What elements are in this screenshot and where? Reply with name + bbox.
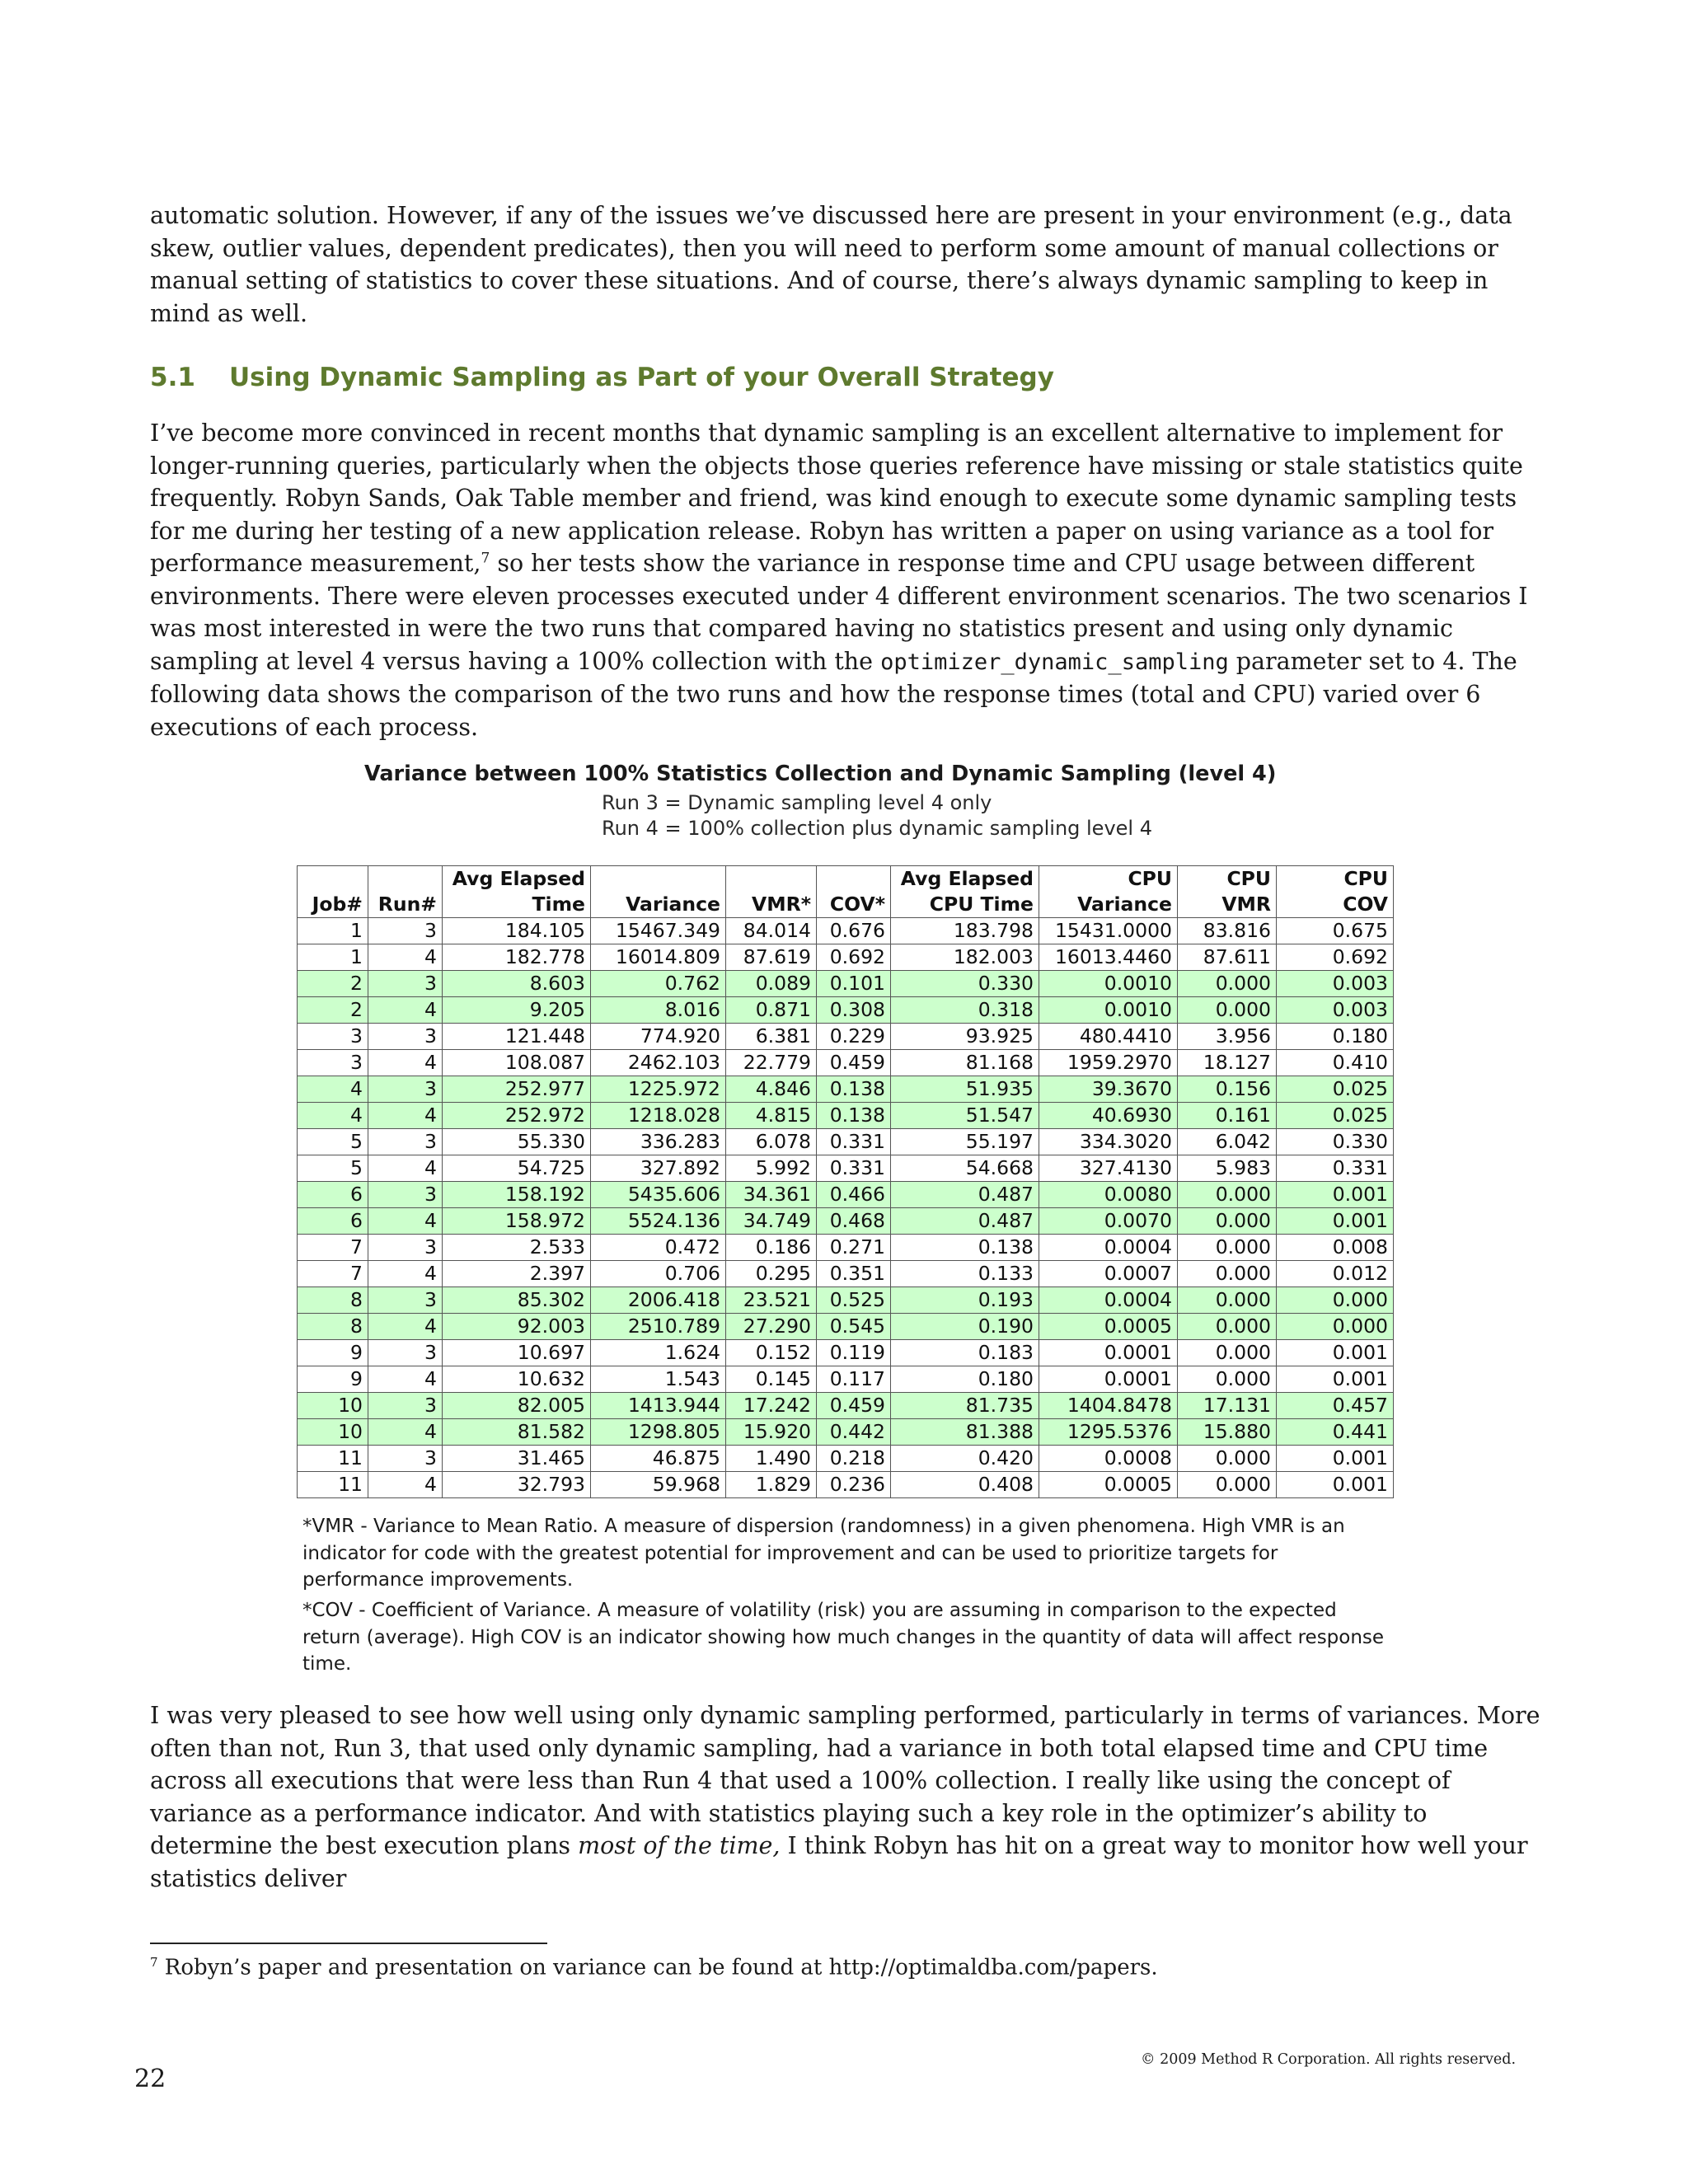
table-cell: 3 bbox=[368, 971, 443, 997]
table-cell: 327.892 bbox=[591, 1155, 726, 1182]
table-cell: 3 bbox=[298, 1050, 368, 1076]
table-row bbox=[298, 1287, 1394, 1314]
table-row bbox=[298, 1208, 1394, 1235]
paragraph-intro-text: automatic solution. However, if any of the issues we’ve discussed here are present in your environment (e.g., data skew, outlier values, dependent predicates), then you will need to perform some amount of manual collections or manual setting of statistics to cover these situations. And of course, there’s always dynamic sampling to keep in mind as well. bbox=[150, 202, 1512, 327]
table-body bbox=[298, 918, 1394, 1498]
table-cell: 2510.789 bbox=[591, 1314, 726, 1340]
table-cell: 0.000 bbox=[1178, 1314, 1277, 1340]
table-cell: 3 bbox=[368, 1076, 443, 1103]
table-cell: 83.816 bbox=[1178, 918, 1277, 944]
table-cell: 0.466 bbox=[817, 1182, 891, 1208]
table-cell: 39.3670 bbox=[1039, 1076, 1178, 1103]
table-cell: 1218.028 bbox=[591, 1103, 726, 1129]
table-cell: 85.302 bbox=[443, 1287, 591, 1314]
table-cell: 92.003 bbox=[443, 1314, 591, 1340]
table-cell: 0.331 bbox=[817, 1129, 891, 1155]
table-cell: 0.330 bbox=[891, 971, 1039, 997]
table-cell: 93.925 bbox=[891, 1024, 1039, 1050]
table-cell: 0.871 bbox=[726, 997, 817, 1024]
table-cell: 0.459 bbox=[817, 1393, 891, 1419]
table-cell: 0.0005 bbox=[1039, 1314, 1178, 1340]
table-cell: 4 bbox=[368, 997, 443, 1024]
table-cell: 0.000 bbox=[1277, 1287, 1394, 1314]
header-bottom-cell: VMR* bbox=[726, 892, 817, 918]
table-cell: 3 bbox=[368, 1182, 443, 1208]
table-cell: 0.762 bbox=[591, 971, 726, 997]
table-cell: 54.725 bbox=[443, 1155, 591, 1182]
table-cell: 3 bbox=[368, 1340, 443, 1366]
table-cell: 10.632 bbox=[443, 1366, 591, 1393]
table-cell: 16014.809 bbox=[591, 944, 726, 971]
table-cell: 0.229 bbox=[817, 1024, 891, 1050]
header-top-cell: CPU bbox=[1277, 866, 1394, 893]
table-cell: 15431.0000 bbox=[1039, 918, 1178, 944]
table-row bbox=[298, 1155, 1394, 1182]
para3-emphasis: most of the time, bbox=[578, 1832, 781, 1859]
table-cell: 0.000 bbox=[1178, 1472, 1277, 1498]
table-cell: 0.308 bbox=[817, 997, 891, 1024]
header-bottom-cell: Run# bbox=[368, 892, 443, 918]
header-bottom-cell: VMR bbox=[1178, 892, 1277, 918]
table-row bbox=[298, 1024, 1394, 1050]
table-cell: 4 bbox=[368, 1155, 443, 1182]
table-cell: 11 bbox=[298, 1472, 368, 1498]
table-cell: 81.735 bbox=[891, 1393, 1039, 1419]
table-cell: 4 bbox=[368, 1472, 443, 1498]
table-cell: 8 bbox=[298, 1314, 368, 1340]
table-cell: 0.180 bbox=[1277, 1024, 1394, 1050]
table-cell: 0.001 bbox=[1277, 1366, 1394, 1393]
table-cell: 0.545 bbox=[817, 1314, 891, 1340]
table-cell: 23.521 bbox=[726, 1287, 817, 1314]
table-cell: 0.295 bbox=[726, 1261, 817, 1287]
footnote bbox=[150, 1955, 1158, 1980]
table-cell: 0.001 bbox=[1277, 1208, 1394, 1235]
header-top-cell: CPU bbox=[1039, 866, 1178, 893]
table-cell: 182.778 bbox=[443, 944, 591, 971]
table-cell: 59.968 bbox=[591, 1472, 726, 1498]
note-cov-text: *COV - Coefficient of Variance. A measure of volatility (risk) you are assuming in comparison to the expected return (average). High COV is an indicator showing how much changes in the quantity of data will affect response time. bbox=[302, 1600, 1385, 1675]
table-cell: 0.487 bbox=[891, 1208, 1039, 1235]
table-cell: 0.180 bbox=[891, 1366, 1039, 1393]
header-bottom-cell: COV bbox=[1277, 892, 1394, 918]
table-cell: 0.001 bbox=[1277, 1182, 1394, 1208]
copyright-notice: © 2009 Method R Corporation. All rights reserved. bbox=[1141, 2051, 1517, 2068]
table-cell: 0.0001 bbox=[1039, 1340, 1178, 1366]
table-cell: 0.003 bbox=[1277, 971, 1394, 997]
table-row bbox=[298, 1419, 1394, 1446]
table-cell: 1298.805 bbox=[591, 1419, 726, 1446]
table-cell: 10 bbox=[298, 1419, 368, 1446]
table-cell: 2006.418 bbox=[591, 1287, 726, 1314]
note-vmr-text: *VMR - Variance to Mean Ratio. A measure of dispersion (randomness) in a given phenomena. High VMR is an indicator for code with the greatest potential for improvement and can be used to prioritize targets for performance improvements. bbox=[302, 1516, 1345, 1591]
table-cell: 0.318 bbox=[891, 997, 1039, 1024]
table-cell: 9.205 bbox=[443, 997, 591, 1024]
table-cell: 0.183 bbox=[891, 1340, 1039, 1366]
table-cell: 0.193 bbox=[891, 1287, 1039, 1314]
table-cell: 82.005 bbox=[443, 1393, 591, 1419]
table-cell: 0.119 bbox=[817, 1340, 891, 1366]
table-cell: 0.000 bbox=[1178, 1446, 1277, 1472]
table-cell: 1295.5376 bbox=[1039, 1419, 1178, 1446]
table-cell: 158.192 bbox=[443, 1182, 591, 1208]
table-row bbox=[298, 1129, 1394, 1155]
table-cell: 55.330 bbox=[443, 1129, 591, 1155]
table-cell: 0.138 bbox=[891, 1235, 1039, 1261]
header-top-cell bbox=[591, 866, 726, 893]
table-cell: 0.000 bbox=[1178, 971, 1277, 997]
table-row bbox=[298, 1103, 1394, 1129]
table-cell: 54.668 bbox=[891, 1155, 1039, 1182]
table-cell: 0.001 bbox=[1277, 1446, 1394, 1472]
section-heading bbox=[150, 363, 1054, 392]
para2-part-c: parameter set to 4. The following data shows the comparison of the two runs and how the response times (total and CPU) varied over 6 executions of each process. bbox=[150, 647, 1517, 741]
header-top-cell: Avg Elapsed bbox=[443, 866, 591, 893]
table-cell: 0.001 bbox=[1277, 1340, 1394, 1366]
table-cell: 0.472 bbox=[591, 1235, 726, 1261]
table-cell: 0.000 bbox=[1178, 1208, 1277, 1235]
table-cell: 34.361 bbox=[726, 1182, 817, 1208]
table-cell: 0.008 bbox=[1277, 1235, 1394, 1261]
table-cell: 0.101 bbox=[817, 971, 891, 997]
table-cell: 9 bbox=[298, 1366, 368, 1393]
table-cell: 0.236 bbox=[817, 1472, 891, 1498]
table-cell: 1 bbox=[298, 944, 368, 971]
table-row bbox=[298, 1235, 1394, 1261]
table-cell: 1404.8478 bbox=[1039, 1393, 1178, 1419]
paragraph-conclusion-text bbox=[150, 1699, 1543, 1895]
table-cell: 4 bbox=[368, 1208, 443, 1235]
header-bottom-cell: Variance bbox=[591, 892, 726, 918]
table-cell: 0.000 bbox=[1178, 1182, 1277, 1208]
variance-table bbox=[297, 865, 1394, 1498]
header-top-cell: Avg Elapsed bbox=[891, 866, 1039, 893]
table-cell: 0.000 bbox=[1178, 1287, 1277, 1314]
table-cell: 0.692 bbox=[1277, 944, 1394, 971]
table-cell: 1.829 bbox=[726, 1472, 817, 1498]
table-cell: 0.0008 bbox=[1039, 1446, 1178, 1472]
table-cell: 3 bbox=[368, 1024, 443, 1050]
table-cell: 0.0004 bbox=[1039, 1235, 1178, 1261]
table-cell: 0.089 bbox=[726, 971, 817, 997]
table-cell: 0.190 bbox=[891, 1314, 1039, 1340]
table-cell: 9 bbox=[298, 1340, 368, 1366]
paragraph-intro bbox=[150, 199, 1543, 330]
table-cell: 0.692 bbox=[817, 944, 891, 971]
table-cell: 5 bbox=[298, 1129, 368, 1155]
table-cell: 0.117 bbox=[817, 1366, 891, 1393]
table-cell: 0.0001 bbox=[1039, 1366, 1178, 1393]
table-cell: 2 bbox=[298, 997, 368, 1024]
table-cell: 1225.972 bbox=[591, 1076, 726, 1103]
table-cell: 4 bbox=[368, 944, 443, 971]
table-cell: 5.983 bbox=[1178, 1155, 1277, 1182]
table-cell: 81.582 bbox=[443, 1419, 591, 1446]
table-cell: 5.992 bbox=[726, 1155, 817, 1182]
table-cell: 182.003 bbox=[891, 944, 1039, 971]
table-cell: 4 bbox=[298, 1103, 368, 1129]
table-cell: 0.0080 bbox=[1039, 1182, 1178, 1208]
table-cell: 3 bbox=[298, 1024, 368, 1050]
header-bottom-cell: Job# bbox=[298, 892, 368, 918]
table-cell: 0.145 bbox=[726, 1366, 817, 1393]
table-cell: 0.331 bbox=[817, 1155, 891, 1182]
table-cell: 2462.103 bbox=[591, 1050, 726, 1076]
header-bottom-cell: COV* bbox=[817, 892, 891, 918]
table-cell: 15467.349 bbox=[591, 918, 726, 944]
table-cell: 0.706 bbox=[591, 1261, 726, 1287]
table-cell: 2.533 bbox=[443, 1235, 591, 1261]
table-cell: 0.0070 bbox=[1039, 1208, 1178, 1235]
figure-subtitle-run4: Run 4 = 100% collection plus dynamic sampling level 4 bbox=[602, 817, 1152, 840]
table-cell: 1.490 bbox=[726, 1446, 817, 1472]
table-row bbox=[298, 1076, 1394, 1103]
table-cell: 10 bbox=[298, 1393, 368, 1419]
paragraph-dynamic-sampling-text bbox=[150, 417, 1543, 743]
table-cell: 6.042 bbox=[1178, 1129, 1277, 1155]
table-cell: 1.543 bbox=[591, 1366, 726, 1393]
para3-part-a: I was very pleased to see how well using only dynamic sampling performed, particularly in terms of variances. More often than not, Run 3, that used only dynamic sampling, had a variance in both total elapsed time and CPU time across all executions that were less than Run 4 that used a 100% collection. I really like using the concept of variance as a performance indicator. And with statistics playing such a key role in the optimizer’s ability to determine the best execution plans bbox=[150, 1702, 1540, 1859]
table-cell: 774.920 bbox=[591, 1024, 726, 1050]
table-cell: 8.016 bbox=[591, 997, 726, 1024]
table-cell: 1413.944 bbox=[591, 1393, 726, 1419]
table-cell: 17.131 bbox=[1178, 1393, 1277, 1419]
table-cell: 0.003 bbox=[1277, 997, 1394, 1024]
table-cell: 252.977 bbox=[443, 1076, 591, 1103]
footnote-divider bbox=[150, 1943, 547, 1944]
table-cell: 0.525 bbox=[817, 1287, 891, 1314]
table-cell: 334.3020 bbox=[1039, 1129, 1178, 1155]
table-cell: 0.138 bbox=[817, 1103, 891, 1129]
table-cell: 0.186 bbox=[726, 1235, 817, 1261]
table-cell: 27.290 bbox=[726, 1314, 817, 1340]
paragraph-conclusion bbox=[150, 1699, 1543, 1895]
table-cell: 0.156 bbox=[1178, 1076, 1277, 1103]
table-row bbox=[298, 1314, 1394, 1340]
table-cell: 81.168 bbox=[891, 1050, 1039, 1076]
table-cell: 17.242 bbox=[726, 1393, 817, 1419]
table-header-row-top bbox=[298, 866, 1394, 893]
table-cell: 0.000 bbox=[1178, 1261, 1277, 1287]
table-cell: 0.161 bbox=[1178, 1103, 1277, 1129]
table-cell: 0.442 bbox=[817, 1419, 891, 1446]
para3-part-b: I think Robyn has hit on a great way to monitor how well your statistics deliver bbox=[150, 1832, 1528, 1892]
para2-part-b: so her tests show the variance in response time and CPU usage between different environments. There were eleven processes executed under 4 different environment scenarios. The two scenarios I was most interested in were the two runs that compared having no statistics present and using only dynamic sampling at level 4 versus having a 100% collection with the bbox=[150, 550, 1528, 675]
table-row bbox=[298, 1393, 1394, 1419]
table-cell: 0.0010 bbox=[1039, 997, 1178, 1024]
table-cell: 84.014 bbox=[726, 918, 817, 944]
table-cell: 10.697 bbox=[443, 1340, 591, 1366]
table-cell: 0.468 bbox=[817, 1208, 891, 1235]
table-cell: 183.798 bbox=[891, 918, 1039, 944]
table-cell: 11 bbox=[298, 1446, 368, 1472]
table-cell: 0.271 bbox=[817, 1235, 891, 1261]
table-cell: 0.000 bbox=[1277, 1314, 1394, 1340]
table-cell: 16013.4460 bbox=[1039, 944, 1178, 971]
table-row bbox=[298, 971, 1394, 997]
paragraph-dynamic-sampling bbox=[150, 417, 1543, 743]
table-cell: 51.547 bbox=[891, 1103, 1039, 1129]
page-number: 22 bbox=[134, 2064, 166, 2093]
header-bottom-cell: Variance bbox=[1039, 892, 1178, 918]
table-cell: 0.000 bbox=[1178, 1366, 1277, 1393]
inline-code-parameter: optimizer_dynamic_sampling bbox=[880, 649, 1229, 675]
table-cell: 480.4410 bbox=[1039, 1024, 1178, 1050]
table-cell: 8 bbox=[298, 1287, 368, 1314]
table-cell: 51.935 bbox=[891, 1076, 1039, 1103]
table-cell: 1959.2970 bbox=[1039, 1050, 1178, 1076]
table-cell: 4 bbox=[368, 1261, 443, 1287]
header-top-cell bbox=[817, 866, 891, 893]
header-top-cell: CPU bbox=[1178, 866, 1277, 893]
table-cell: 87.611 bbox=[1178, 944, 1277, 971]
table-cell: 1.624 bbox=[591, 1340, 726, 1366]
table-cell: 22.779 bbox=[726, 1050, 817, 1076]
table-row bbox=[298, 944, 1394, 971]
table-row bbox=[298, 1340, 1394, 1366]
table-cell: 46.875 bbox=[591, 1446, 726, 1472]
table-cell: 158.972 bbox=[443, 1208, 591, 1235]
table-cell: 34.749 bbox=[726, 1208, 817, 1235]
figure-title: Variance between 100% Statistics Collection and Dynamic Sampling (level 4) bbox=[364, 762, 1277, 786]
table-cell: 81.388 bbox=[891, 1419, 1039, 1446]
table-cell: 1 bbox=[298, 918, 368, 944]
table-cell: 121.448 bbox=[443, 1024, 591, 1050]
table-cell: 0.000 bbox=[1178, 997, 1277, 1024]
table-cell: 40.6930 bbox=[1039, 1103, 1178, 1129]
footnote-reference: 7 bbox=[481, 550, 490, 567]
table-cell: 5 bbox=[298, 1155, 368, 1182]
table-cell: 3 bbox=[368, 1393, 443, 1419]
table-cell: 0.000 bbox=[1178, 1340, 1277, 1366]
section-number: 5.1 bbox=[150, 363, 195, 392]
table-cell: 0.001 bbox=[1277, 1472, 1394, 1498]
figure-subtitle-run3: Run 3 = Dynamic sampling level 4 only bbox=[602, 791, 992, 814]
table-cell: 108.087 bbox=[443, 1050, 591, 1076]
table-cell: 0.441 bbox=[1277, 1419, 1394, 1446]
table-cell: 0.0010 bbox=[1039, 971, 1178, 997]
table-cell: 0.025 bbox=[1277, 1076, 1394, 1103]
table-cell: 87.619 bbox=[726, 944, 817, 971]
table-cell: 2 bbox=[298, 971, 368, 997]
table-cell: 8.603 bbox=[443, 971, 591, 997]
table-cell: 0.218 bbox=[817, 1446, 891, 1472]
table-cell: 0.000 bbox=[1178, 1235, 1277, 1261]
table-cell: 0.0005 bbox=[1039, 1472, 1178, 1498]
table-cell: 0.410 bbox=[1277, 1050, 1394, 1076]
table-cell: 4.846 bbox=[726, 1076, 817, 1103]
table-cell: 0.408 bbox=[891, 1472, 1039, 1498]
para2-part-a: I’ve become more convinced in recent months that dynamic sampling is an excellent alternative to implement for longer-running queries, particularly when the objects those queries reference have missing or stale statistics quite frequently. Robyn Sands, Oak Table member and friend, was kind enough to execute some dynamic sampling tests for me during her testing of a new application release. Robyn has written a paper on using variance as a tool for performance measurement, bbox=[150, 419, 1523, 577]
table-cell: 32.793 bbox=[443, 1472, 591, 1498]
table-row bbox=[298, 1261, 1394, 1287]
note-vmr bbox=[302, 1513, 1390, 1594]
table-cell: 0.138 bbox=[817, 1076, 891, 1103]
table-cell: 0.025 bbox=[1277, 1103, 1394, 1129]
table-cell: 4 bbox=[368, 1366, 443, 1393]
header-top-cell bbox=[298, 866, 368, 893]
table-row bbox=[298, 1472, 1394, 1498]
table-cell: 55.197 bbox=[891, 1129, 1039, 1155]
table-cell: 0.331 bbox=[1277, 1155, 1394, 1182]
header-bottom-cell: Time bbox=[443, 892, 591, 918]
table-row bbox=[298, 997, 1394, 1024]
table-row bbox=[298, 918, 1394, 944]
table-cell: 3.956 bbox=[1178, 1024, 1277, 1050]
table-cell: 3 bbox=[368, 1287, 443, 1314]
table-cell: 4 bbox=[368, 1050, 443, 1076]
table-cell: 4 bbox=[368, 1419, 443, 1446]
table-cell: 18.127 bbox=[1178, 1050, 1277, 1076]
table-cell: 0.0004 bbox=[1039, 1287, 1178, 1314]
table-row bbox=[298, 1182, 1394, 1208]
table-cell: 3 bbox=[368, 1235, 443, 1261]
table-cell: 0.459 bbox=[817, 1050, 891, 1076]
table-cell: 6 bbox=[298, 1182, 368, 1208]
table-cell: 0.675 bbox=[1277, 918, 1394, 944]
table-cell: 4.815 bbox=[726, 1103, 817, 1129]
table-header-row-bottom bbox=[298, 892, 1394, 918]
section-title: Using Dynamic Sampling as Part of your Overall Strategy bbox=[229, 363, 1054, 392]
table-cell: 3 bbox=[368, 1129, 443, 1155]
table-cell: 0.012 bbox=[1277, 1261, 1394, 1287]
table-cell: 31.465 bbox=[443, 1446, 591, 1472]
table-cell: 15.880 bbox=[1178, 1419, 1277, 1446]
footnote-text: Robyn’s paper and presentation on variance can be found at http://optimaldba.com/papers. bbox=[157, 1955, 1158, 1980]
table-cell: 0.330 bbox=[1277, 1129, 1394, 1155]
table-cell: 0.487 bbox=[891, 1182, 1039, 1208]
table-cell: 184.105 bbox=[443, 918, 591, 944]
table-cell: 0.457 bbox=[1277, 1393, 1394, 1419]
table-cell: 4 bbox=[368, 1314, 443, 1340]
table-cell: 0.351 bbox=[817, 1261, 891, 1287]
table-cell: 4 bbox=[298, 1076, 368, 1103]
table-cell: 0.133 bbox=[891, 1261, 1039, 1287]
table-cell: 15.920 bbox=[726, 1419, 817, 1446]
table-cell: 2.397 bbox=[443, 1261, 591, 1287]
header-bottom-cell: CPU Time bbox=[891, 892, 1039, 918]
table-cell: 7 bbox=[298, 1235, 368, 1261]
table-cell: 6 bbox=[298, 1208, 368, 1235]
footnote-marker: 7 bbox=[150, 1955, 158, 1970]
table-cell: 4 bbox=[368, 1103, 443, 1129]
table-cell: 6.381 bbox=[726, 1024, 817, 1050]
table-cell: 0.0007 bbox=[1039, 1261, 1178, 1287]
table-row bbox=[298, 1446, 1394, 1472]
table-cell: 3 bbox=[368, 1446, 443, 1472]
table-cell: 327.4130 bbox=[1039, 1155, 1178, 1182]
table-row bbox=[298, 1366, 1394, 1393]
header-top-cell bbox=[726, 866, 817, 893]
table-cell: 7 bbox=[298, 1261, 368, 1287]
table-cell: 0.152 bbox=[726, 1340, 817, 1366]
table-cell: 336.283 bbox=[591, 1129, 726, 1155]
table-row bbox=[298, 1050, 1394, 1076]
table-cell: 0.676 bbox=[817, 918, 891, 944]
table-cell: 5524.136 bbox=[591, 1208, 726, 1235]
table-cell: 3 bbox=[368, 918, 443, 944]
table-cell: 6.078 bbox=[726, 1129, 817, 1155]
table-cell: 5435.606 bbox=[591, 1182, 726, 1208]
table-cell: 252.972 bbox=[443, 1103, 591, 1129]
table-cell: 0.420 bbox=[891, 1446, 1039, 1472]
header-top-cell bbox=[368, 866, 443, 893]
note-cov bbox=[302, 1597, 1390, 1678]
